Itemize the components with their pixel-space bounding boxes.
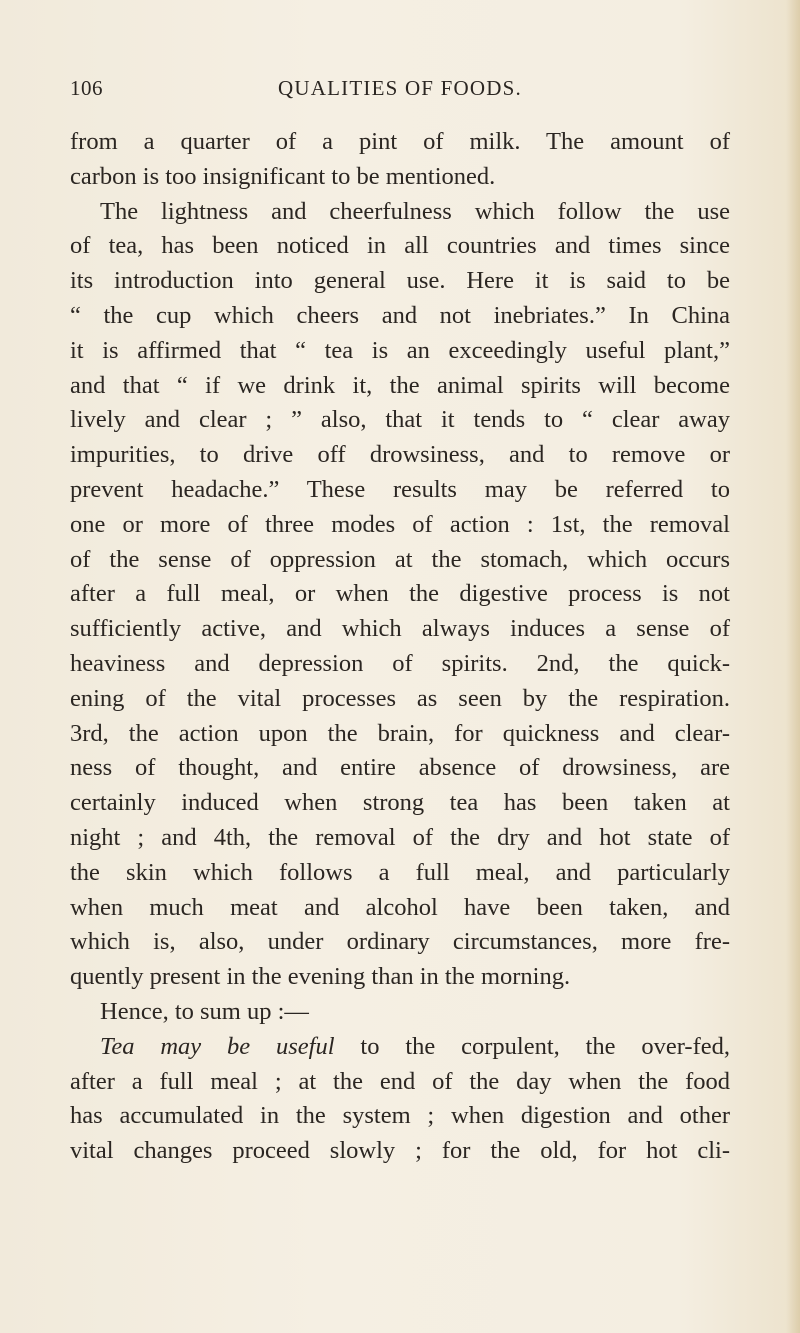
- text-line-6: “ the cup which cheers and not inebriates.” In China: [70, 301, 730, 329]
- text-line-1: from a quarter of a pint of milk. The amount of: [70, 128, 730, 155]
- text-line-27-rest: to the corpulent, the over-fed,: [334, 1032, 730, 1060]
- text-line-13: of the sense of oppression at the stomach, which occurs: [70, 545, 730, 573]
- page-header: [70, 76, 730, 106]
- text-line-5: its introduction into general use. Here it is said to be: [70, 267, 730, 295]
- text-line-15: sufficiently active, and which always induces a sense of: [70, 615, 730, 643]
- italic-phrase: Tea may be useful: [100, 1032, 335, 1060]
- text-line-20: certainly induced when strong tea has been taken at: [70, 789, 730, 817]
- text-line-23: when much meat and alcohol have been taken, and: [70, 893, 730, 921]
- text-line-28: after a full meal ; at the end of the day when the food: [70, 1067, 730, 1095]
- text-line-12: one or more of three modes of action : 1st, the removal: [70, 510, 730, 538]
- text-line-10: impurities, to drive off drowsiness, and to remove or: [70, 441, 730, 469]
- page-number: 106: [70, 76, 103, 100]
- text-line-26: Hence, to sum up :—: [100, 997, 309, 1025]
- text-line-18: 3rd, the action upon the brain, for quickness and clear-: [70, 719, 730, 747]
- text-line-30: vital changes proceed slowly ; for the old, for hot cli-: [70, 1137, 730, 1165]
- text-line-3: The lightness and cheerfulness which follow the use: [100, 197, 730, 225]
- text-line-7: it is affirmed that “ tea is an exceedingly useful plant,”: [70, 336, 730, 364]
- text-line-24: which is, also, under ordinary circumstances, more fre-: [70, 928, 730, 956]
- text-line-21: night ; and 4th, the removal of the dry and hot state of: [70, 823, 730, 851]
- text-line-22: the skin which follows a full meal, and particularly: [70, 858, 730, 886]
- text-line-16: heaviness and depression of spirits. 2nd, the quick-: [70, 649, 730, 677]
- text-line-17: ening of the vital processes as seen by the respiration.: [70, 684, 730, 712]
- text-line-8: and that “ if we drink it, the animal spirits will become: [70, 371, 730, 399]
- text-line-9: lively and clear ; ” also, that it tends to “ clear away: [70, 406, 730, 434]
- body-text: [70, 125, 730, 1169]
- text-line-25: quently present in the evening than in the morning.: [70, 963, 571, 991]
- text-line-19: ness of thought, and entire absence of drowsiness, are: [70, 754, 730, 782]
- text-line-2: carbon is too insignificant to be mentioned.: [70, 162, 496, 190]
- text-line-11: prevent headache.” These results may be referred to: [70, 475, 730, 503]
- text-line-27: [70, 1030, 730, 1065]
- text-line-29: has accumulated in the system ; when digestion and other: [70, 1102, 730, 1130]
- text-line-14: after a full meal, or when the digestive process is not: [70, 580, 730, 608]
- running-head: QUALITIES OF FOODS.: [278, 76, 522, 100]
- text-line-4: of tea, has been noticed in all countries and times since: [70, 232, 730, 260]
- page-edge-shadow: [786, 0, 800, 1333]
